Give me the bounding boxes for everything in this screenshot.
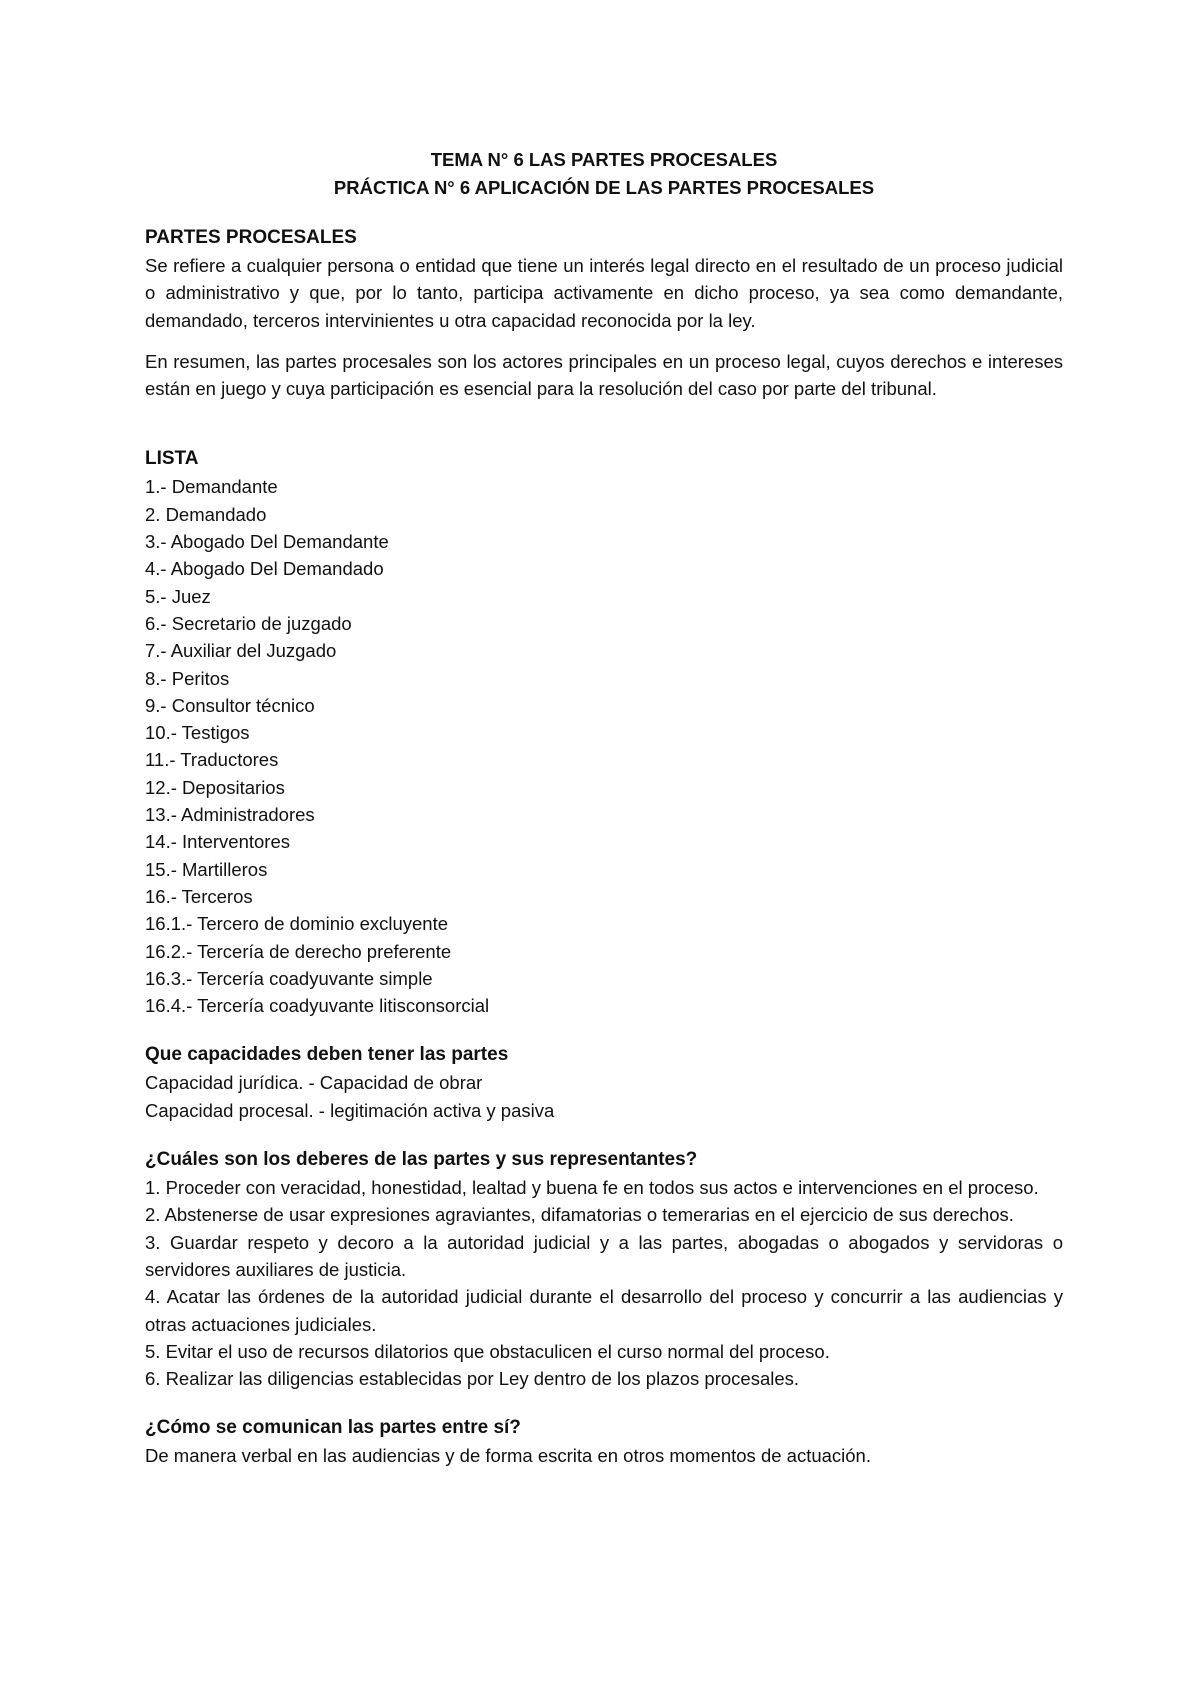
capacidades-line: Capacidad procesal. - legitimación activa y pasiva [145, 1099, 555, 1121]
list-item: 6.- Secretario de juzgado [145, 612, 352, 634]
list-item: 16.2.- Tercería de derecho preferente [145, 940, 452, 962]
deber-item: 2. Abstenerse de usar expresiones agraviantes, difamatorias o temerarias en el ejercicio de sus derechos. [145, 1204, 1014, 1226]
document-titles [145, 146, 1063, 202]
document-title-practica: PRÁCTICA N° 6 APLICACIÓN DE LAS PARTES PROCESALES [333, 177, 875, 198]
lista-deberes [145, 1174, 1063, 1392]
heading-capacidades: Que capacidades deben tener las partes [145, 1044, 509, 1066]
document-title-tema: TEMA N° 6 LAS PARTES PROCESALES [430, 149, 778, 170]
document-content [145, 146, 1063, 1470]
deber-item: 4. Acatar las órdenes de la autoridad judicial durante el desarrollo del proceso y concurrir a las audiencias y otras actuaciones judiciales. [145, 1286, 1063, 1335]
list-item: 13.- Administradores [145, 804, 315, 826]
capacidades-line: Capacidad jurídica. - Capacidad de obrar [145, 1072, 483, 1094]
list-item: 1.- Demandante [145, 476, 278, 498]
heading-partes-procesales: PARTES PROCESALES [145, 227, 357, 248]
paragraph-definicion: Se refiere a cualquier persona o entidad que tiene un interés legal directo en el resultado de un proceso judicial o administrativo y que, por lo tanto, participa activamente en dicho proceso, ya sea como demandante, demandado, terceros intervinientes u otra capacidad reconocida por la ley. [145, 255, 1063, 331]
list-item: 15.- Martilleros [145, 858, 268, 880]
deber-item: 6. Realizar las diligencias establecidas por Ley dentro de los plazos procesales. [145, 1368, 800, 1390]
list-item: 3.- Abogado Del Demandante [145, 531, 389, 553]
list-item: 8.- Peritos [145, 667, 230, 689]
list-item: 5.- Juez [145, 585, 211, 607]
list-item: 7.- Auxiliar del Juzgado [145, 640, 337, 662]
list-item: 16.- Terceros [145, 885, 253, 907]
list-item: 11.- Traductores [145, 749, 279, 771]
list-item: 16.3.- Tercería coadyuvante simple [145, 967, 433, 989]
list-item: 9.- Consultor técnico [145, 694, 315, 716]
list-item: 4.- Abogado Del Demandado [145, 558, 384, 580]
heading-lista: LISTA [145, 448, 199, 470]
list-item: 16.1.- Tercero de dominio excluyente [145, 913, 449, 935]
deber-item: 3. Guardar respeto y decoro a la autoridad judicial y a las partes, abogadas o abogados y servidoras o servidores auxiliares de justicia. [145, 1231, 1063, 1280]
list-item: 12.- Depositarios [145, 776, 285, 798]
list-item: 16.4.- Tercería coadyuvante litisconsorcial [145, 995, 490, 1017]
list-item: 10.- Testigos [145, 722, 250, 744]
list-item: 2. Demandado [145, 503, 267, 525]
list-item: 14.- Interventores [145, 831, 290, 853]
heading-deberes: ¿Cuáles son los deberes de las partes y sus representantes? [145, 1149, 698, 1171]
comunicacion-text: De manera verbal en las audiencias y de forma escrita en otros momentos de actuación. [145, 1445, 871, 1467]
heading-comunicacion: ¿Cómo se comunican las partes entre sí? [145, 1417, 521, 1439]
paragraph-resumen: En resumen, las partes procesales son los actores principales en un proceso legal, cuyos derechos e intereses están en juego y cuya participación es esencial para la resolución del caso por parte del tribunal. [145, 350, 1063, 400]
deber-item: 5. Evitar el uso de recursos dilatorios que obstaculicen el curso normal del proceso. [145, 1340, 830, 1362]
deber-item: 1. Proceder con veracidad, honestidad, lealtad y buena fe en todos sus actos e intervenciones en el proceso. [145, 1177, 1039, 1199]
lista-partes [145, 473, 1063, 1019]
